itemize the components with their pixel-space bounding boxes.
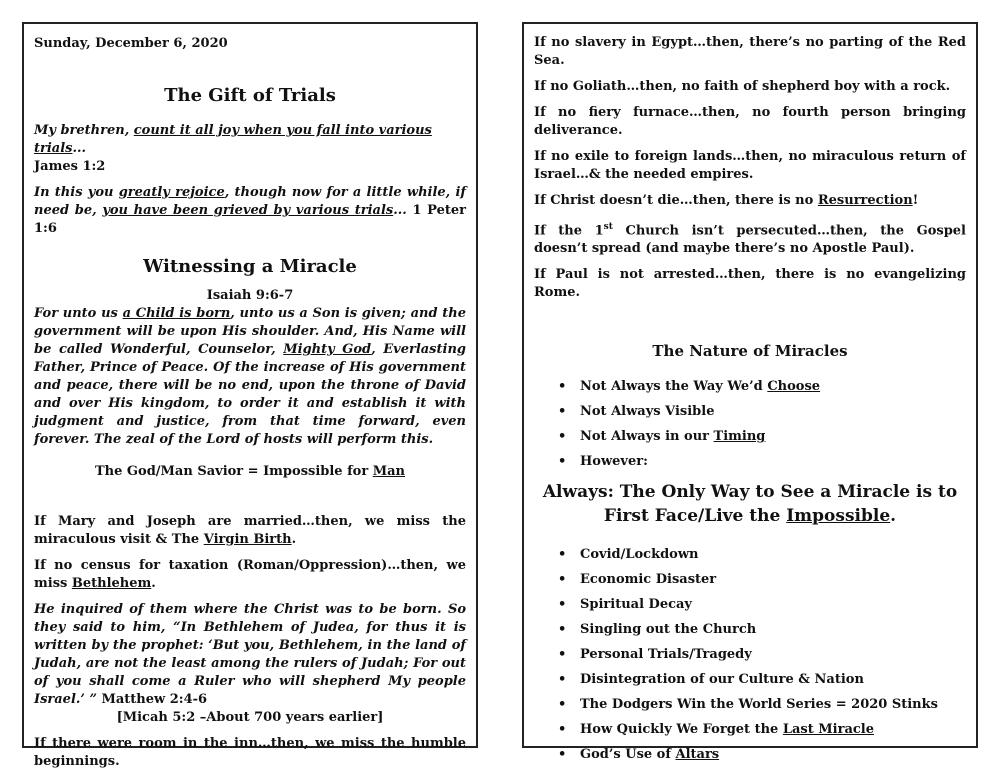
list-item: [534, 642, 966, 667]
list-item: [534, 742, 966, 767]
item-text: God’s Use of: [580, 747, 676, 763]
savior-u: Man: [372, 464, 405, 479]
item-text: Singling out the Church: [580, 622, 757, 638]
item-text: Not Always the Way We’d: [580, 379, 768, 395]
james-verse: [34, 122, 466, 176]
mary-u: Virgin Birth: [203, 532, 292, 547]
mary-joseph: [34, 513, 466, 549]
exile-line: If no exile to foreign lands…then, no miraculous return of Israel…& the needed empires.: [534, 149, 966, 182]
date: Sunday, December 6, 2020: [34, 36, 228, 51]
list-item: [534, 567, 966, 592]
item-text: Spiritual Decay: [580, 597, 692, 613]
list-item: [534, 542, 966, 567]
mary-pre: If Mary and Joseph are married…then, we miss the miraculous visit & The: [34, 514, 466, 547]
bullet-icon: •: [558, 429, 567, 445]
always-statement: [534, 480, 966, 528]
list-item: [534, 374, 966, 399]
paul-line: If Paul is not arrested…then, there is no evangelizing Rome.: [534, 267, 966, 301]
bullet-icon: •: [558, 572, 567, 588]
peter-ref: 1 Peter 1:6: [34, 203, 466, 236]
nature-list: [534, 374, 966, 474]
impossible-list: [534, 542, 966, 767]
item-underlined: Choose: [767, 379, 821, 395]
item-text: The Dodgers Win the World Series = 2020 Stinks: [580, 697, 938, 713]
list-item: [534, 717, 966, 742]
list-item: [534, 667, 966, 692]
bullet-icon: •: [558, 547, 567, 563]
item-text: Economic Disaster: [580, 572, 717, 588]
isaiah-ref: Isaiah 9:6-7: [206, 288, 294, 303]
furnace-line: If no fiery furnace…then, no fourth person bringing deliverance.: [534, 105, 966, 138]
list-item: [534, 424, 966, 449]
james-text-pre: My brethren,: [34, 123, 134, 138]
christ-post: !: [912, 193, 919, 208]
title-gift-of-trials: The Gift of Trials: [164, 85, 336, 106]
item-underlined: Timing: [713, 429, 766, 445]
isaiah-u1: a Child is born: [122, 306, 231, 321]
peter-text-u2: you have been grieved by various trials: [102, 203, 394, 218]
left-page: [22, 22, 478, 769]
list-item: [534, 449, 966, 474]
james-text-underlined: count it all joy when you fall into various trials: [34, 123, 432, 156]
list-item: [534, 399, 966, 424]
item-underlined: Altars: [675, 747, 720, 763]
micah-note: [Micah 5:2 –About 700 years earlier]: [116, 710, 384, 725]
bullet-icon: •: [558, 672, 567, 688]
right-page: [522, 22, 978, 763]
title-witnessing-a-miracle: Witnessing a Miracle: [143, 256, 357, 277]
always-pre: Always: The Only Way to See a Miracle is to First Face/Live the: [542, 482, 958, 527]
isaiah-t3: , Everlasting Father, Prince of Peace. Of the increase of His government and peace, there will be no end, upon the throne of David and over His kingdom, to order it and establish it with judgment and justice, from that time forward, even forever. The zeal of the Lord of hosts will perform this.: [34, 342, 466, 447]
isaiah-t1: For unto us: [34, 306, 123, 321]
list-item: [534, 692, 966, 717]
census-u: Bethlehem: [71, 576, 152, 591]
item-underlined: Last Miracle: [782, 722, 874, 738]
item-text: Disintegration of our Culture & Nation: [580, 672, 864, 688]
always-post: .: [890, 506, 897, 527]
matthew-text: He inquired of them where the Christ was to be born. So they said to him, “In Bethlehem of Judea, for thus it is written by the prophet: ‘But you, Bethlehem, in the land of Judah, are not the least among the rulers of Judah; For out of you shall come a Ruler who will shepherd My people Israel.’ ”: [34, 602, 466, 707]
item-text: However:: [580, 454, 648, 470]
matthew-ref: Matthew 2:4-6: [96, 692, 208, 707]
list-item: [534, 617, 966, 642]
always-u: Impossible: [786, 506, 891, 527]
isaiah-u2: Mighty God: [283, 342, 372, 357]
peter-text-u1: greatly rejoice: [118, 185, 225, 200]
church-line: [534, 218, 966, 258]
isaiah-t2: , unto us a Son is given; and the government will be upon His shoulder. And, His Name will be called Wonderful, Counselor,: [34, 306, 467, 357]
bullet-icon: •: [558, 379, 567, 395]
god-man-savior: [34, 463, 466, 481]
church-post: Church isn’t persecuted…then, the Gospel doesn’t spread (and maybe there’s no Apostle Paul).: [534, 223, 966, 257]
bullet-icon: •: [558, 404, 567, 420]
james-text-post: ...: [72, 141, 87, 156]
church-sup: st: [603, 222, 613, 232]
inn-line: If there were room in the inn…then, we miss the humble beginnings.: [34, 736, 466, 769]
church-pre: If the 1: [534, 223, 604, 239]
peter-verse: [34, 184, 466, 238]
bullet-icon: •: [558, 697, 567, 713]
peter-text-mid: , though now for a little while, if need be,: [34, 185, 466, 218]
bullet-icon: •: [558, 747, 567, 763]
matthew-passage: [34, 601, 466, 709]
james-ref: James 1:2: [34, 159, 106, 174]
bullet-icon: •: [558, 454, 567, 470]
isaiah-passage: [34, 305, 466, 449]
list-item: [534, 592, 966, 617]
item-text: How Quickly We Forget the: [580, 722, 783, 738]
peter-text-post: ...: [393, 203, 407, 218]
savior-pre: The God/Man Savior = Impossible for: [95, 464, 373, 479]
census-post: .: [151, 576, 156, 591]
bullet-icon: •: [558, 722, 567, 738]
bullet-icon: •: [558, 622, 567, 638]
item-text: Personal Trials/Tragedy: [580, 647, 752, 663]
mary-post: .: [291, 532, 297, 547]
goliath-line: If no Goliath…then, no faith of shepherd boy with a rock.: [534, 79, 951, 94]
item-text: Not Always in our: [580, 429, 714, 445]
egypt-line: If no slavery in Egypt…then, there’s no parting of the Red Sea.: [534, 35, 966, 68]
christ-u: Resurrection: [817, 193, 913, 208]
item-text: Not Always Visible: [580, 404, 715, 420]
census: [34, 557, 466, 593]
item-text: Covid/Lockdown: [580, 547, 699, 563]
christ-pre: If Christ doesn’t die…then, there is no: [534, 193, 818, 208]
bullet-icon: •: [558, 597, 567, 613]
census-pre: If no census for taxation (Roman/Oppression)…then, we miss: [34, 558, 466, 591]
nature-of-miracles-title: The Nature of Miracles: [652, 342, 848, 361]
christ-line: [534, 192, 966, 210]
peter-text-pre: In this you: [34, 185, 119, 200]
bullet-icon: •: [558, 647, 567, 663]
